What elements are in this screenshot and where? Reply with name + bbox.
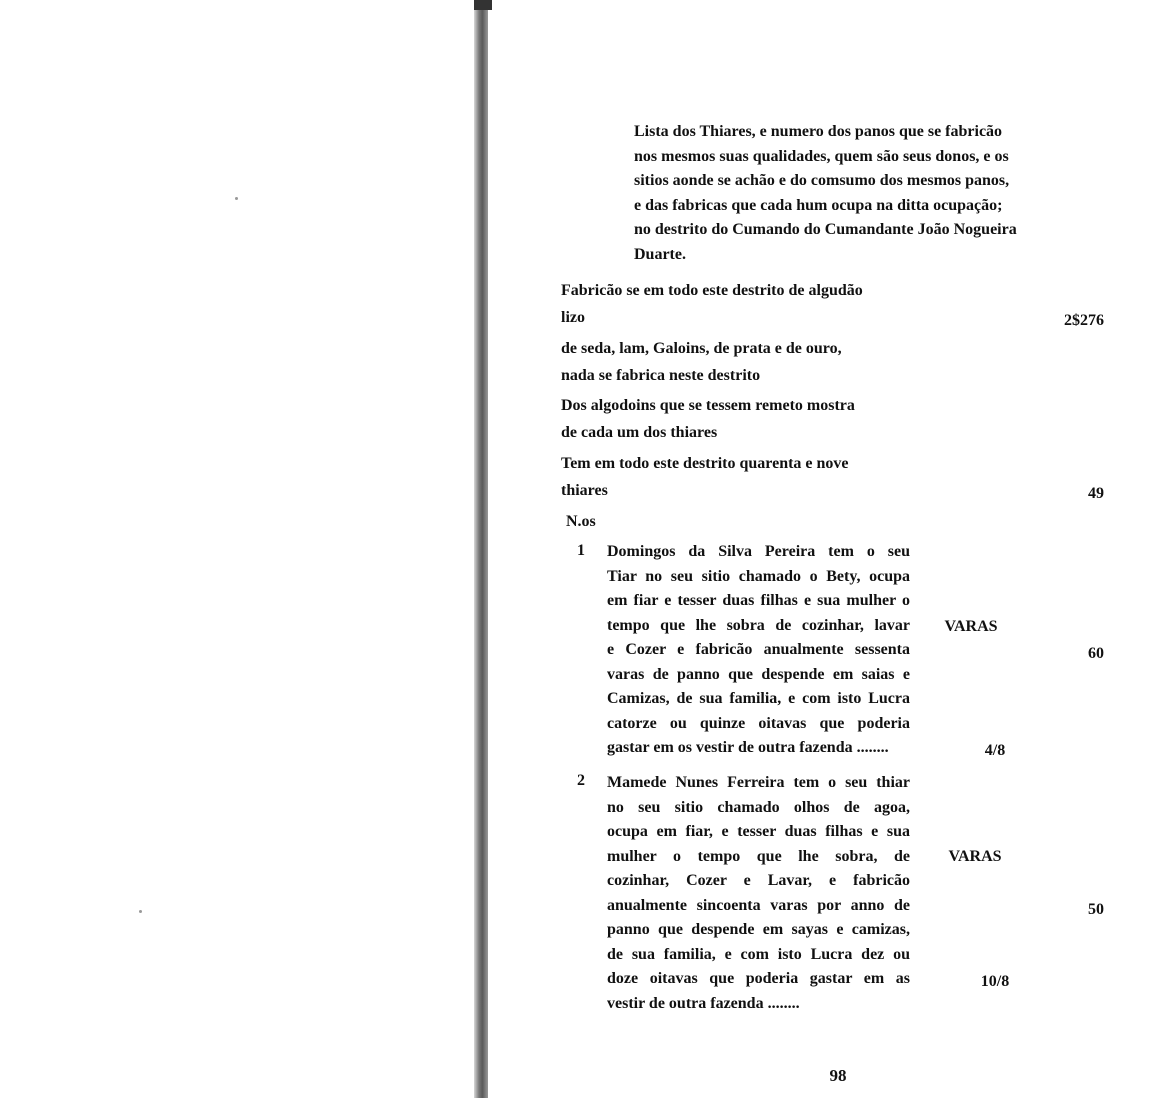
entry-line: de sua familia, e com isto Lucra dez ou	[607, 945, 910, 963]
entry-line: cozinhar, Cozer e Lavar, e fabricão	[607, 872, 910, 889]
entry-line: gastar em os vestir de outra fazenda ........	[607, 739, 889, 756]
summary-line: nada se fabrica neste destrito	[561, 367, 761, 384]
entry-line: Domingos da Silva Pereira tem o seu	[607, 543, 910, 560]
entry-number: 1	[577, 542, 585, 559]
title-line: no destrito do Cumando do Cumandante João Nogueira	[634, 221, 1017, 238]
total-lizo-value: 2$276	[1064, 312, 1104, 329]
entry-line: doze oitavas que poderia gastar em as	[607, 970, 910, 987]
entry-line: Tiar no seu sitio chamado o Bety, ocupa	[607, 567, 910, 585]
unit-label: VARAS	[948, 848, 1002, 865]
title-line: e das fabricas que cada hum ocupa na ditta ocupação;	[634, 196, 1003, 214]
entry-line: panno que despende em sayas e camizas,	[607, 921, 910, 938]
entry-text	[607, 771, 910, 1016]
entry-line: tempo que lhe sobra de cozinhar, lavar	[607, 616, 910, 634]
entry-line: varas de panno que despende em saias e	[607, 665, 910, 683]
summary-line: Tem em todo este destrito quarenta e nove	[561, 455, 849, 472]
entry-line: vestir de outra fazenda ........	[607, 994, 800, 1012]
summary-line: lizo	[561, 309, 585, 326]
title-line: Lista dos Thiares, e numero dos panos que se fabricão	[634, 123, 1003, 140]
title-line: nos mesmos suas qualidades, quem são seus donos, e os	[634, 147, 1009, 165]
oitavas-value: 4/8	[984, 742, 1006, 759]
entry-line: anualmente sincoenta varas por anno de	[607, 896, 910, 914]
entry-line: mulher o tempo que lhe sobra, de	[607, 847, 910, 865]
summary-line: de seda, lam, Galoins, de prata e de ouro,	[561, 340, 842, 357]
title-line: sitios aonde se achão e do comsumo dos mesmos panos,	[634, 172, 1010, 189]
list-title	[634, 120, 1039, 267]
numbers-heading: N.os	[566, 513, 596, 530]
summary-line: thiares	[561, 482, 608, 499]
entry-line: catorze ou quinze oitavas que poderia	[607, 714, 910, 732]
book-spine	[474, 0, 488, 1098]
summary-line: de cada um dos thiares	[561, 424, 718, 441]
oitavas-value: 10/8	[980, 973, 1010, 990]
book-spine-top	[474, 0, 492, 10]
entry-line: Camizas, de sua familia, e com isto Lucra	[607, 690, 910, 707]
summary-line: Dos algodoins que se tessem remeto mostra	[561, 397, 855, 414]
entry-line: em fiar e tesser duas filhas e sua mulher o	[607, 592, 910, 609]
varas-value: 60	[1088, 645, 1104, 662]
entry-line: e Cozer e fabricão anualmente sessenta	[607, 641, 910, 658]
varas-value: 50	[1088, 901, 1104, 918]
blank-left-page	[0, 0, 476, 1098]
paper-speck	[235, 197, 238, 200]
entry-line: Mamede Nunes Ferreira tem o seu thiar	[607, 774, 910, 791]
total-thiares-value: 49	[1088, 485, 1104, 502]
entry-text	[607, 540, 910, 761]
title-line: Duarte.	[634, 245, 686, 263]
entry-number: 2	[577, 772, 585, 789]
entry-line: no seu sitio chamado olhos de agoa,	[607, 798, 910, 816]
page-number: 98	[829, 1066, 847, 1085]
unit-label: VARAS	[944, 618, 998, 635]
entry-line: ocupa em fiar, e tesser duas filhas e sua	[607, 823, 910, 840]
summary-line: Fabricão se em todo este destrito de algudão	[561, 282, 863, 299]
paper-speck	[139, 910, 142, 913]
